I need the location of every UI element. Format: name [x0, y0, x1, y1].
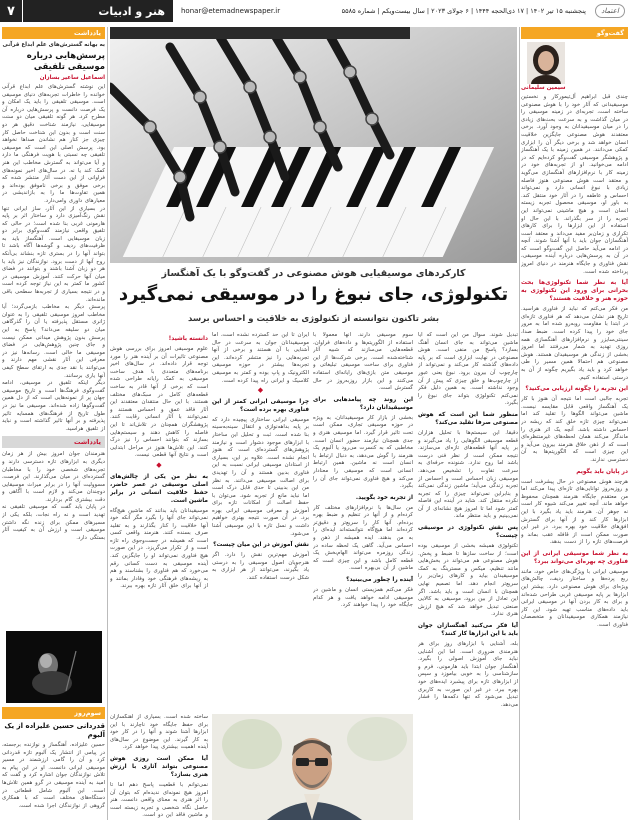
sidebar-kicker: دانسته باشید! — [168, 336, 208, 342]
column-rule — [107, 27, 108, 820]
left-lower-paragraph: هنرمندان جوان امروز بیش از هر زمان دیگری به ابزارهای تازه دسترسی دارند و تجربه‌های شخصی خود را با مخاطبان گسترده‌ای در میان می‌گذارند. این فرصت، مسوولیت آنها را در برابر میراث موسیقایی دوچندان می‌کند و لازم است با آگاهی و دقت بیشتری گام بردارند. — [2, 451, 105, 503]
main-column-2 — [313, 332, 413, 712]
right-kicker: گفت‌وگو — [521, 27, 628, 39]
interview-answer: موسیقی ایرانی با ویژگی‌های خاص خود، مانند ربع پرده‌ها و ساختار ردیف، چالش‌های ویژه‌ای برای هوش مصنوعی دارد. بیشتر این ابزارها بر پایه موسیقی غربی طراحی شده‌اند و برای به کار بردن آنها در موسیقی ایرانی باید داده‌های مناسب تهیه شود. این کار نیازمند همکاری موسیقیدانان و متخصصان فناوری است. — [521, 568, 628, 629]
interview-question: نقش آموزش در این میان چیست؟ — [213, 542, 309, 549]
divider-ornament-icon: ◆ — [257, 386, 264, 395]
left-bottom-kicker: سوم‌روز — [2, 707, 105, 719]
left-overline: به بهانه گسترش‌های علم ابداع قرآنی — [2, 42, 105, 48]
main-paragraph: من سال‌ها با نرم‌افزارهای مختلف کار کرده‌ام و از آنها در تنظیم و ضبط بهره برده‌ام. آنها کار را سریع‌تر و دقیق‌تر کرده‌اند اما هیچ‌گاه نتوانسته‌اند ایده‌ای را به من بدهند. ایده همیشه از ذهن و احساس می‌آید. گاهی یک لحظه ساده در زندگی روزمره می‌تواند الهام‌بخش یک قطعه کامل باشد و این چیزی است که ماشین از آن بی‌بهره است. — [313, 504, 413, 572]
musician-silhouette-icon — [6, 631, 102, 703]
interviewee-photo — [212, 714, 413, 820]
section-email[interactable]: honar@etemadnewspaper.ir — [181, 7, 281, 15]
main-paragraph: فکر می‌کنم همزیستی انسان و ماشین در موسیقی ادامه خواهد یافت و هر کدام جایگاه خود را پیدا خواهند کرد. — [313, 587, 413, 609]
interview-question: آیا به نظر شما تکنولوژی‌ها بحث بحرانی برای ورود این تکنولوژی به حوزه هنر و خلاقیت هستند؟ — [521, 280, 628, 303]
main-paragraph: موسیقی ایرانی ساختاری پیچیده دارد که بر پایه بداهه‌نوازی و انتقال سینه‌به‌سینه بنا شده است. ثبت و تحلیل این ساختار با ابزارهای موجود دشوار است و نیازمند پژوهش‌های گسترده‌ای است که هنوز انجام نشده است. علاوه بر این، بسیاری از استادان موسیقی ایرانی نسبت به این فناوری بدبین هستند و آن را تهدیدی برای اصالت موسیقی می‌دانند. به نظر من این بدبینی تا حدی قابل درک است اما نباید مانع از تجربه شود. می‌توان با حفظ اصالت از امکانات تازه برای آموزش و معرفی موسیقی ایرانی بهره برد. در آن صورت نتیجه بهتری خواهیم داشت و نسل تازه با این موسیقی آشنا می‌شود. — [212, 416, 309, 537]
article-headline[interactable]: تکنولوژی، جای نبوغ را در موسیقی نمی‌گیرد — [118, 284, 509, 305]
section-title: هنر و ادبیات — [23, 0, 173, 22]
page-header — [0, 0, 630, 22]
man-portrait-icon — [212, 714, 413, 820]
interview-question: منظور شما این است که هوش مصنوعی صرفا تقلید می‌کند؟ — [418, 411, 518, 426]
robot-hand-piano-icon — [110, 27, 517, 263]
interview-question: از تجربه خود بگویید. — [355, 494, 413, 501]
newspaper-logo — [590, 0, 630, 22]
avatar — [527, 42, 565, 84]
pull-quote: به نظر من یکی از چالش‌های اصلی موسیقی در عصر حاضر، حفظ خلاقیت انسانی در برابر ماشین است. — [110, 473, 208, 504]
interview-question: به نظر شما موسیقی ایرانی از این فناوری چه بهره‌ای می‌تواند ببرد؟ — [521, 550, 628, 565]
interview-question: این تجربه را چگونه ارزیابی می‌کنید؟ — [525, 386, 628, 393]
main-column-3 — [212, 332, 309, 712]
dateline: پنجشنبه ۱۵ تیر ۱۴۰۲ | ۱۷ ذی‌الحجه ۱۴۴۴ | ۶ جولای ۲۰۲۳ | سال بیست‌ویکم | شماره ۵۵۸۵ — [341, 7, 586, 15]
left-lower-paragraph: در پایان باید گفت که موسیقی تلفیقی نه تهدید است و نه راه نجات، بلکه یکی از مسیرهای ممکن برای زنده نگه داشتن موسیقی است و ارزش آن به کیفیت آثار بستگی دارد. — [2, 504, 105, 541]
article-overline: کارکردهای موسیقیایی هوش مصنوعی در گفت‌وگو با یک آهنگساز — [161, 268, 466, 279]
main-paragraph: بخشی از بازار کار موسیقیدانان، به ویژه در حوزه موسیقی تجاری، ممکن است تحت تاثیر قرار گیرد. اما موسیقی هنری و جدی همچنان نیازمند حضور انسان است. مخاطبی که به کنسرت می‌رود یا آلبوم یک هنرمند را گوش می‌دهد، به دنبال ارتباط با انسان است نه ماشین. همین ارتباط انسانی است که موسیقی را معنادار می‌کند و هیچ فناوری نمی‌تواند جای آن را بگیرد. — [313, 414, 413, 490]
left-paragraph: این نوشته گسترش‌های علم ابداع قرآنی خوانده را خاطرات تجربه‌های دنیای موسیقی است. موسیقی تلفیقی را باید یک امکان و یک فرصت دانست و پرسش‌هایی درباره آن مطرح کرد. هر گونه تلفیقی میان دو سنت موسیقایی، نیازمند شناخت دقیق هر دو سنت است و بدون این شناخت حاصل کار چیزی جز کنار هم نشاندن صداها نخواهد بود. پرسش اصلی این است که موسیقی تلفیقی چه نسبتی با هویت فرهنگی ما دارد و آیا می‌تواند به گسترش مخاطب این هنر کمک کند یا نه. در سال‌های اخیر نمونه‌های فراوانی از این دست آثار منتشر شده که برخی موفق و برخی ناموفق بوده‌اند و همین تفاوت‌ها ما را به بازاندیشی در معیارهای داوری وامی‌دارد. — [2, 84, 105, 204]
left-lower-kicker: یادداشت — [2, 436, 105, 448]
interview-question: پس نقش تکنولوژی در موسیقی چیست؟ — [418, 525, 518, 540]
main-paragraph: دقیقا. این سیستم‌ها با تحلیل هزاران قطعه موسیقی الگوهایی را یاد می‌گیرند و بر پایه آنها قطعه‌های تازه‌ای می‌سازند. نتیجه ممکن است از نظر فنی درست باشد اما روح ندارد. شنونده حرفه‌ای به سرعت تفاوت را تشخیص می‌دهد. موسیقی زبان احساس است و احساس از تجربه زندگی می‌آید؛ ماشین زندگی نمی‌کند و بنابراین نمی‌تواند چیزی را که تجربه نکرده منتقل کند. شاید در آینده این فاصله کمتر شود اما تا امروز هیچ نشانه‌ای از آن نمی‌بینیم و باید منتظر ماند. — [418, 429, 518, 520]
main-paragraph: نمی‌توانم با قطعیت پاسخ دهم اما تا امروز هیچ نمونه‌ای ندیده‌ام که بتوان آن را اثر هنری به معنای واقعی دانست. هنر حاصل نگاه شخصی و تجربه زیسته است و ماشین فاقد این دو است. — [110, 781, 208, 819]
author-block — [521, 42, 565, 91]
main-paragraph: بله، آشنایی با ابزارهای روز برای هر هنرمندی ضروری است. اما این آشنایی نباید جای آموزش اصولی را بگیرد. آهنگساز جوان ابتدا باید هارمونی، فرم و سازشناسی را به خوبی بیاموزد و سپس از ابزارهای تازه برای پیشبرد ایده‌های خود بهره ببرد. در غیر این صورت به کاربری تبدیل می‌شود که تنها دکمه‌ها را فشار می‌دهد. — [418, 641, 518, 708]
interview-question: این روند چه پیامدهایی برای موسیقیدانان دارد؟ — [313, 396, 413, 411]
logo-mark: اعتماد — [595, 4, 625, 18]
author-portrait-icon — [527, 42, 565, 84]
main-photo — [110, 27, 517, 263]
left-bottom-title[interactable]: قدردانی حسین علیزاده از یک آلبوم — [4, 722, 105, 739]
interview-question: آیا ممکن است روزی هوش مصنوعی بتواند آثاری با ارزش هنری بسازد؟ — [110, 755, 208, 778]
left-article-title[interactable]: پرسش‌هایی درباره موسیقی تلفیقی — [26, 51, 105, 72]
page-number: ۷ — [0, 0, 22, 22]
main-paragraph: تبدیل شوند. سوال من این است که آیا ماشین می‌تواند به جای انسان آهنگ بسازد؟ پاسخ من منفی است. هوش مصنوعی در نهایت ابزاری است که بر پایه داده‌های گذشته کار می‌کند و نمی‌تواند از چارچوب آن بیرون برود. نبوغ یعنی عبور از چارچوب‌ها و خلق چیزی که پیش از آن وجود نداشته است. به همین دلیل فکر نمی‌کنم تکنولوژی بتواند جای نبوغ را بگیرد. — [418, 332, 518, 407]
left-bottom-block — [2, 627, 105, 820]
main-paragraph: ساخته شده است. بسیاری از آهنگسازان برای حفظ جایگاه خود ناچارند با این ابزارها آشنا شوند و آنها را در کار خود به کار گیرند. این موضوع در سال‌های آینده اهمیت بیشتری پیدا خواهد کرد. — [110, 714, 208, 751]
divider-ornament-icon: ◆ — [156, 460, 162, 469]
main-paragraph: تکنولوژی همیشه بخشی از موسیقی بوده است؛ از ساخت سازها تا ضبط و پخش. هوش مصنوعی هم می‌تواند در بخش‌هایی مانند تنظیم، میکس و مسترینگ به کمک موسیقیدان بیاید و کارهای زمان‌بر را سریع‌تر انجام دهد. اما تصمیم نهایی همچنان با انسان است و باید باشد. اگر این تعادل از بین برود، موسیقی به کالایی صنعتی تبدیل خواهد شد که هیچ ارزش هنری ندارد. — [418, 543, 518, 618]
left-bottom-paragraph: حسین علیزاده، آهنگساز و نوازنده برجسته، در پیامی از انتشار یک آلبوم تازه قدردانی کرد و آن را گامی ارزشمند در مسیر موسیقی ایرانی دانست. او در این پیام به تلاش نوازندگان جوان اشاره کرد و گفت که امید به آینده موسیقی در گرو همین تلاش‌ها است. این آلبوم شامل قطعاتی در دستگاه‌های مختلف است که با همکاری گروهی از نوازندگان اجرا شده است. — [2, 742, 105, 809]
left-paragraph: در بسیاری از این آثار، ساز ایرانی تنها نقش رنگ‌آمیزی دارد و ساختار اثر بر پایه هارمونی غربی بنا شده است؛ در حالی که تلفیق واقعی نیازمند گفت‌وگوی برابر دو زبان موسیقایی است. آهنگساز باید به ظرفیت‌های ردیف و گوشه‌ها آگاه باشد تا بتواند آنها را در بستری تازه بنشاند بی‌آنکه روح آنها از دست برود. نوازندگان نیز باید با هر دو زبان آشنا باشند و بتوانند در فضای میان آنها حرکت کنند. آموزش موسیقی در کشور ما کمتر به این نیاز توجه کرده است و در نتیجه بسیاری از تجربه‌ها سطحی باقی مانده‌اند. — [2, 205, 105, 303]
left-photo — [6, 631, 102, 703]
interview-intro: چندی قبل ابراهیم آل‌تیمورکار و نخستین موسیقیدانی که آثار خود را با هوش مصنوعی ساخته است، تجربه‌ای در زمینه موسیقی را در میان گذاشت و به سرعت بحث‌های زیادی را در میان موسیقیدانان به وجود آورد. برخی معتقدند هوش مصنوعی جایگزین خلاقیت انسان خواهد شد و برخی دیگر آن را ابزاری کمکی می‌دانند. در همین زمینه با یک آهنگساز و پژوهشگر موسیقی گفت‌وگو کرده‌ایم که در ادامه می‌خوانید. او از تجربه‌های خود در زمینه کار با نرم‌افزارهای آهنگسازی می‌گوید و معتقد است هوش مصنوعی هنوز فاصله زیادی با نبوغ انسانی دارد و نمی‌تواند احساس و عاطفه را در آثار خود منتقل کند. به باور او، موسیقی محصول تجربه زیسته انسان است و هیچ ماشینی نمی‌تواند این تجربه را از سر بگذراند. با این حال او استفاده از این ابزارها را برای کارهای تکراری و زمان‌بر مفید می‌داند و معتقد است آهنگسازان جوان باید با آنها آشنا شوند. آنچه در ادامه می‌آید حاصل این گفت‌وگو است که در آن به پرسش‌هایی درباره آینده موسیقی، نقش فناوری و جایگاه هنرمند در دنیای امروز پرداخته شده است. — [521, 94, 628, 275]
interview-question: در پایان باید بگویم — [576, 468, 628, 475]
right-column — [521, 27, 628, 820]
main-paragraph: ایران تا این حد گسترده نشده است، اما موسیقیدانان جوان به سرعت در حال آشنایی با آن هستند و برخی از آنها تجربه‌هایی را نیز منتشر کرده‌اند. این تجربه‌ها بیشتر در حوزه موسیقی الکترونیک و پاپ بوده و کمتر به موسیقی کلاسیک و ایرانی راه پیدا کرده است. — [212, 332, 309, 384]
main-paragraph: موسیقیدانان باید بدانند که ماشین هیچ‌گاه نمی‌تواند جای آنها را بگیرد مگر آنکه خود آنها خلاقیت را کنار بگذارند و به تقلید صرف بسنده کنند. هنرمند واقعی کسی است که همیشه در جست‌وجوی راه تازه است و از تکرار می‌گریزد. در این صورت هیچ فناوری نمی‌تواند او را جایگزین کند. آینده موسیقی به دست کسانی رقم می‌خورد که هم فناوری را بشناسند و هم به ریشه‌های فرهنگی خود وفادار بمانند و از آنها برای خلق آثار تازه بهره ببرند. — [110, 507, 208, 590]
interview-answer: تجربه جالبی است اما نتیجه آن هنوز با کار یک آهنگساز واقعی قابل مقایسه نیست. ماشین می‌تواند الگوها را تقلید کند اما نمی‌تواند چیزی تازه خلق کند که ریشه در احساس داشته باشد. آنچه یک اثر هنری را ماندگار می‌کند همان لحظه‌های غیرمنتظره‌ای است که از ذهن خلاق هنرمند بیرون می‌آید و این چیزی است که الگوریتم‌ها به آن دسترسی ندارند. — [521, 396, 628, 463]
interview-answer: من فکر می‌کنم که نباید از فناوری هراسید. تاریخ هنر نشان می‌دهد که هر فناوری تازه‌ای در ابتدا با مقاومت روبه‌رو شده اما به مرور جای خود را پیدا کرده است. ضبط صدا، سینتی‌سایزر و نرم‌افزارهای آهنگسازی همه روزی تهدید به شمار می‌رفتند اما امروز بخشی از زندگی هر موسیقیدان هستند. هوش مصنوعی هم احتمالا همین مسیر را طی خواهد کرد و باید یاد بگیریم چگونه از آن به درستی استفاده کنیم. — [521, 306, 628, 381]
left-author: اسماعیل ساعیر بسازان — [39, 75, 105, 81]
interview-question: چرا موسیقی ایرانی کمتر از این فناوری بهره برده است؟ — [212, 398, 309, 413]
interview-answer: هرچند هوش مصنوعی در حال پیشرفت است و روزبه‌روز توانایی‌های تازه‌ای پیدا می‌کند اما من معتقدم جایگاه هنرمند همچنان محفوظ خواهد ماند. آنچه تغییر می‌کند شیوه کار است نه جوهر آن. هنرمند باید یاد بگیرد با این ابزارها کار کند و از آنها برای گسترش افق‌های خلاقیت خود بهره ببرد. در غیر این صورت ممکن است از قافله عقب بماند و فرصت‌های تازه را از دست بدهد. — [521, 478, 628, 546]
author-box — [521, 42, 628, 91]
author-name: سیمین سلیمانی — [521, 85, 566, 91]
main-column-1 — [418, 332, 518, 820]
main-paragraph: سوم موسیقی دارند. آنها معمولا با استفاده از الگوریتم‌ها و داده‌های فراوان، قطعه‌هایی می‌سازند که شبیه آثار شناخته‌شده است. برخی شرکت‌ها از این فناوری برای ساخت موسیقی تبلیغاتی و موسیقی متن بازی‌های رایانه‌ای استفاده می‌کنند و این بازار روزبه‌روز در حال گسترش است. — [313, 332, 413, 392]
main-column-4 — [110, 332, 208, 712]
left-kicker: یادداشت — [2, 27, 105, 39]
lower-text-block — [110, 714, 208, 820]
interview-question: آیا فکر می‌کنید آهنگسازان جوان باید با این ابزارها کار کنند؟ — [418, 623, 518, 637]
left-paragraph: دیگر اینکه تلفیق در موسیقی، ادامه گفت‌وگوی فرهنگ‌ها است و تاریخ موسیقی جهان پر از نمونه‌هایی است که از دل همین گفت‌وگوها زاده شده‌اند. موسیقی ما نیز در طول تاریخ از فرهنگ‌های همسایه تاثیر پذیرفته و بر آنها تاثیر گذاشته است و نباید از تلفیق هراسید. — [2, 380, 105, 432]
column-rule — [519, 27, 520, 820]
interview-question: آینده را چطور می‌بینید؟ — [346, 577, 413, 584]
main-paragraph: علوم موسیقی امروز برای بررسی هوش مصنوعی تاثیرات آن بر آینده هنر را مورد توجه قرار داده‌اند. در سال‌های اخیر برنامه‌های متعددی با هدف ساخت موسیقی به کمک رایانه طراحی شده است که برخی از آنها قادر به ساخت قطعه‌های کامل در سبک‌های مختلف هستند. با این حال منتقدان معتقدند این آثار فاقد عمق و احساس هستند و نمی‌توانند با آثار انسانی رقابت کنند. پژوهشگران همچنان در تلاش‌اند تا این فاصله را کاهش دهند و سیستم‌هایی بسازند که بتوانند احساس را نیز درک کنند. این تلاش‌ها هنوز در مراحل ابتدایی است و نتایج آنها قطعی نیست. — [110, 346, 208, 459]
left-paragraph: پرسش دیگر به مخاطب بازمی‌گردد؛ آیا مخاطب امروز موسیقی تلفیقی را به عنوان ژانری مستقل پذیرفته یا آن را گذرگاهی میان دو سلیقه می‌داند؟ پاسخ به این پرسش بدون پژوهش میدانی ممکن نیست و جای چنین پژوهش‌هایی در فضای موسیقی ما خالی است. رسانه‌ها نیز در معرفی این آثار نقشی مهم دارند و می‌توانند با نقد جدی به ارتقای سطح کیفی آنها یاری برسانند. — [2, 304, 105, 379]
article-subheadline: بشر تاکنون نتوانسته از تکنولوژی به خلاقیت و احساس برسد — [187, 314, 440, 324]
main-paragraph: آموزش مهم‌ترین نقش را دارد. اگر هنرجویان اصول موسیقی را به درستی یاد بگیرند، می‌توانند از هر ابزاری به شکل درست استفاده کنند. — [212, 552, 309, 582]
